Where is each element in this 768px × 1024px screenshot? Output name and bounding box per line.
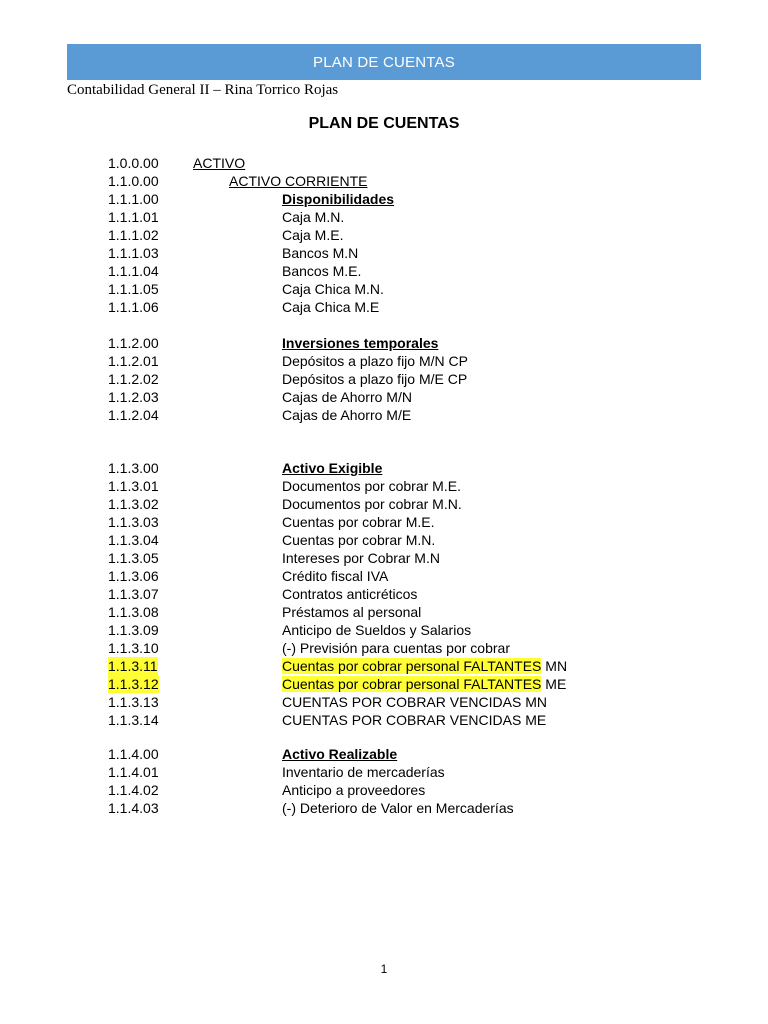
account-row: [0, 208, 768, 226]
account-label: CUENTAS POR COBRAR VENCIDAS ME: [282, 712, 547, 728]
account-code: 1.1.4.01: [108, 764, 159, 780]
account-row: [0, 781, 768, 799]
account-name: [282, 799, 514, 817]
account-name: [282, 280, 384, 298]
account-label: (-) Previsión para cuentas por cobrar: [282, 640, 510, 656]
account-code: 1.1.1.03: [108, 245, 159, 261]
account-name: [282, 262, 361, 280]
account-row: [0, 621, 768, 639]
account-row: [0, 603, 768, 621]
account-row: [0, 334, 768, 352]
account-code: 1.1.4.02: [108, 782, 159, 798]
account-code: 1.1.2.03: [108, 389, 159, 405]
account-row: [0, 531, 768, 549]
account-label: Anticipo a proveedores: [282, 782, 426, 798]
account-name: [282, 585, 417, 603]
account-label: Inventario de mercaderías: [282, 764, 445, 780]
account-name: [282, 603, 421, 621]
banner-title: PLAN DE CUENTAS: [313, 53, 455, 71]
account-label: Cuentas por cobrar personal FALTANTES: [282, 676, 542, 692]
account-name: [193, 154, 245, 172]
account-label: Cuentas por cobrar M.N.: [282, 532, 436, 548]
account-row: [0, 388, 768, 406]
account-code: 1.1.0.00: [108, 173, 159, 189]
account-code: 1.1.3.01: [108, 478, 159, 494]
account-code: 1.1.4.03: [108, 800, 159, 816]
account-label: Contratos anticréticos: [282, 586, 418, 602]
account-code: 1.1.3.13: [108, 694, 159, 710]
account-row: [0, 799, 768, 817]
account-row: [0, 298, 768, 316]
account-code: 1.1.2.04: [108, 407, 159, 423]
account-label: Activo Realizable: [282, 746, 398, 762]
account-label: Caja M.E.: [282, 227, 344, 243]
account-label: Bancos M.N: [282, 245, 359, 261]
account-code: 1.1.3.02: [108, 496, 159, 512]
account-code: 1.1.2.02: [108, 371, 159, 387]
page-title: PLAN DE CUENTAS: [308, 115, 460, 132]
account-name: [282, 334, 438, 352]
account-code: 1.1.3.11: [108, 658, 158, 674]
account-label: Caja Chica M.N.: [282, 281, 384, 297]
account-row: [0, 495, 768, 513]
account-code: 1.1.1.00: [108, 191, 159, 207]
page-number: 1: [380, 962, 388, 976]
account-label: CUENTAS POR COBRAR VENCIDAS MN: [282, 694, 547, 710]
account-row: [0, 370, 768, 388]
account-label: Cuentas por cobrar personal FALTANTES: [282, 658, 542, 674]
account-label: ACTIVO CORRIENTE: [229, 173, 368, 189]
account-code: 1.1.1.04: [108, 263, 159, 279]
account-row: [0, 172, 768, 190]
account-code: 1.0.0.00: [108, 155, 159, 171]
account-name: [282, 531, 435, 549]
account-row: [0, 763, 768, 781]
account-label: Bancos M.E.: [282, 263, 362, 279]
account-label: Intereses por Cobrar M.N: [282, 550, 440, 566]
account-row: [0, 280, 768, 298]
account-row: [0, 352, 768, 370]
account-label: Caja M.N.: [282, 209, 345, 225]
account-name: [282, 745, 397, 763]
account-code: 1.1.3.12: [108, 676, 159, 692]
account-name: [282, 567, 388, 585]
account-code: 1.1.3.14: [108, 712, 159, 728]
account-name: [282, 406, 411, 424]
account-row: [0, 459, 768, 477]
account-code: 1.1.3.08: [108, 604, 159, 620]
account-code: 1.1.2.00: [108, 335, 159, 351]
account-row: [0, 745, 768, 763]
account-row: [0, 190, 768, 208]
account-name: [282, 675, 566, 693]
account-name: [282, 226, 343, 244]
account-currency-suffix: ME: [541, 676, 567, 692]
account-name: [282, 477, 461, 495]
account-row: [0, 657, 768, 675]
account-row: [0, 406, 768, 424]
account-name: [282, 370, 467, 388]
account-label: Documentos por cobrar M.N.: [282, 496, 462, 512]
account-name: [282, 388, 412, 406]
account-label: Inversiones temporales: [282, 335, 439, 351]
account-row: [0, 711, 768, 729]
account-label: Caja Chica M.E: [282, 299, 380, 315]
account-name: [229, 172, 367, 190]
account-row: [0, 675, 768, 693]
account-name: [282, 190, 394, 208]
account-label: Cuentas por cobrar M.E.: [282, 514, 435, 530]
account-name: [282, 208, 344, 226]
account-code: 1.1.2.01: [108, 353, 159, 369]
account-label: Anticipo de Sueldos y Salarios: [282, 622, 472, 638]
account-code: 1.1.3.03: [108, 514, 159, 530]
account-row: [0, 154, 768, 172]
account-currency-suffix: MN: [541, 658, 568, 674]
account-code: 1.1.3.04: [108, 532, 159, 548]
account-code: 1.1.4.00: [108, 746, 159, 762]
account-name: [282, 621, 471, 639]
account-name: [282, 763, 445, 781]
account-code: 1.1.3.10: [108, 640, 159, 656]
account-name: [282, 352, 468, 370]
account-label: (-) Deterioro de Valor en Mercaderías: [282, 800, 514, 816]
account-row: [0, 693, 768, 711]
account-code: 1.1.1.05: [108, 281, 159, 297]
account-name: [282, 693, 547, 711]
account-name: [282, 298, 379, 316]
account-name: [282, 459, 382, 477]
header-banner: [67, 44, 701, 80]
account-code: 1.1.1.02: [108, 227, 159, 243]
account-code: 1.1.3.00: [108, 460, 159, 476]
account-row: [0, 585, 768, 603]
account-code: 1.1.1.06: [108, 299, 159, 315]
account-label: Préstamos al personal: [282, 604, 422, 620]
account-label: ACTIVO: [193, 155, 246, 171]
account-name: [282, 711, 546, 729]
account-name: [282, 639, 510, 657]
account-label: Documentos por cobrar M.E.: [282, 478, 461, 494]
account-code: 1.1.3.05: [108, 550, 159, 566]
account-name: [282, 244, 358, 262]
document-subtitle: Contabilidad General II – Rina Torrico Rojas: [67, 82, 339, 98]
account-row: [0, 262, 768, 280]
account-code: 1.1.1.01: [108, 209, 159, 225]
account-label: Cajas de Ahorro M/N: [282, 389, 412, 405]
account-row: [0, 513, 768, 531]
account-label: Crédito fiscal IVA: [282, 568, 389, 584]
account-label: Disponibilidades: [282, 191, 395, 207]
account-name: [282, 781, 425, 799]
account-row: [0, 639, 768, 657]
account-name: [282, 495, 462, 513]
account-label: Depósitos a plazo fijo M/E CP: [282, 371, 468, 387]
account-row: [0, 567, 768, 585]
account-label: Depósitos a plazo fijo M/N CP: [282, 353, 468, 369]
account-code: 1.1.3.09: [108, 622, 159, 638]
account-name: [282, 657, 567, 675]
account-row: [0, 226, 768, 244]
account-name: [282, 549, 440, 567]
account-label: Cajas de Ahorro M/E: [282, 407, 412, 423]
account-name: [282, 513, 435, 531]
account-code: 1.1.3.06: [108, 568, 159, 584]
account-label: Activo Exigible: [282, 460, 383, 476]
account-row: [0, 477, 768, 495]
account-row: [0, 244, 768, 262]
account-code: 1.1.3.07: [108, 586, 159, 602]
account-row: [0, 549, 768, 567]
